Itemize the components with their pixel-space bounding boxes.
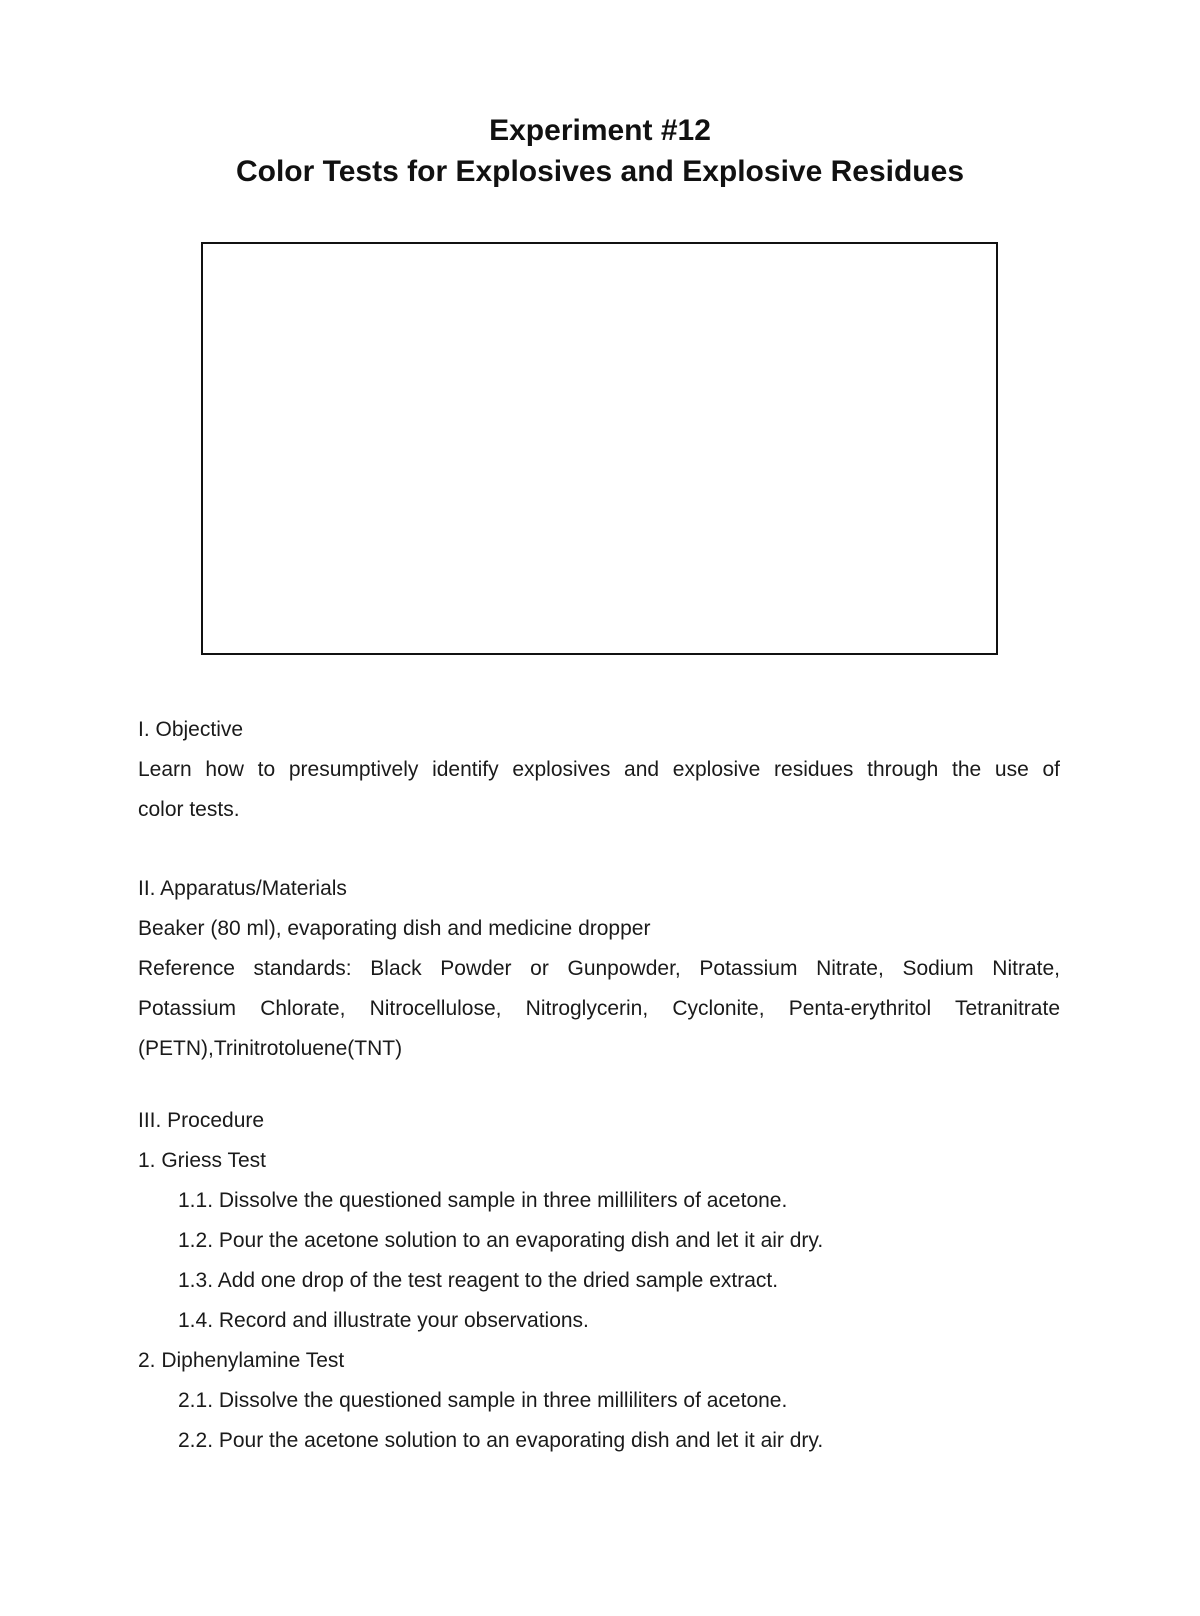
procedure-heading: III. Procedure [138,1109,265,1132]
procedure-step: 2.2. Pour the acetone solution to an evaporating dish and let it air dry. [178,1429,824,1452]
procedure-step: 2.1. Dissolve the questioned sample in three milliliters of acetone. [178,1389,788,1412]
procedure-section [138,1101,1060,1461]
procedure-step: 1.1. Dissolve the questioned sample in three milliliters of acetone. [178,1189,788,1212]
procedure-step: 1.4. Record and illustrate your observations. [178,1309,589,1332]
apparatus-section [138,869,1060,1069]
apparatus-line-1: Beaker (80 ml), evaporating dish and medicine dropper [138,917,651,940]
document-title [0,110,1200,192]
apparatus-line-3: Potassium Chlorate, Nitrocellulose, Nitroglycerin, Cyclonite, Penta-erythritol Tetranitrate [138,997,1060,1020]
test-title: 1. Griess Test [138,1149,266,1172]
procedure-step: 1.3. Add one drop of the test reagent to the dried sample extract. [178,1269,779,1292]
test-title: 2. Diphenylamine Test [138,1349,345,1372]
apparatus-line-2: Reference standards: Black Powder or Gunpowder, Potassium Nitrate, Sodium Nitrate, [138,957,1060,980]
procedure-step: 1.2. Pour the acetone solution to an evaporating dish and let it air dry. [178,1229,824,1252]
title-line-2: Color Tests for Explosives and Explosive Residues [235,155,964,188]
objective-text-line-2: color tests. [138,798,240,821]
objective-text-line-1: Learn how to presumptively identify explosives and explosive residues through the use of [138,758,1060,781]
objective-heading: I. Objective [138,718,244,741]
apparatus-heading: II. Apparatus/Materials [138,877,347,900]
illustration-box [201,242,998,655]
title-line-1: Experiment #12 [489,114,711,147]
apparatus-line-4: (PETN),Trinitrotoluene(TNT) [138,1037,403,1060]
objective-section [138,710,1060,830]
